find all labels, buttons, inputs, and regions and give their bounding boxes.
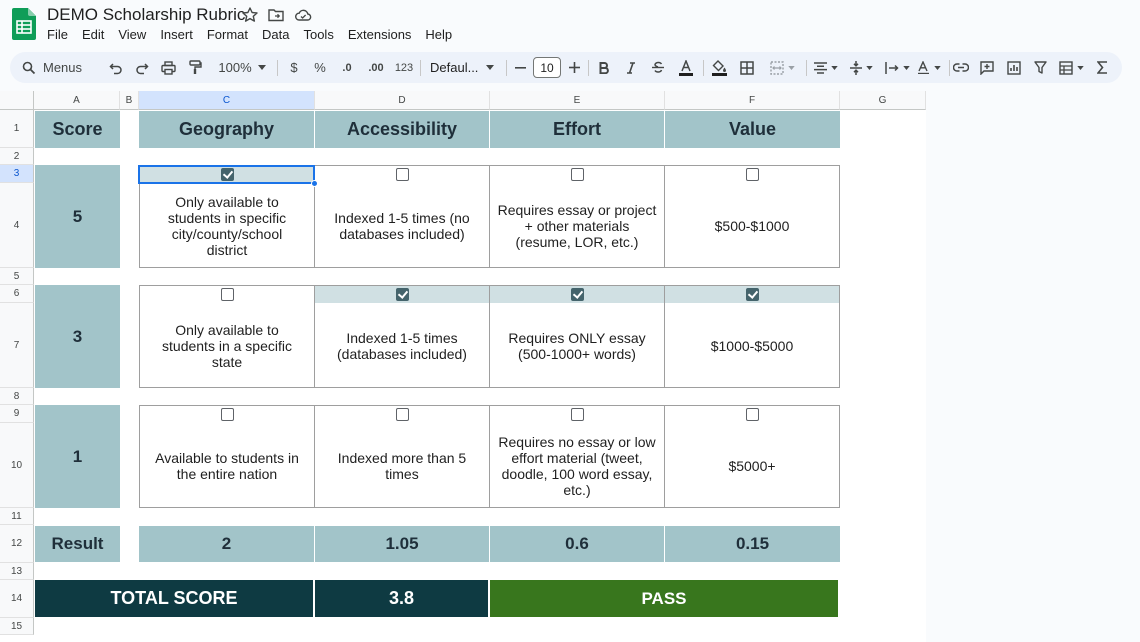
insert-chart-button[interactable]	[1005, 52, 1023, 83]
criteria-text: $1000-$5000	[710, 337, 794, 354]
criteria-text: Indexed 1-5 times (databases included)	[337, 329, 467, 362]
star-icon[interactable]	[241, 6, 259, 24]
chevron-down-icon	[1077, 66, 1084, 70]
result-label[interactable]: Result	[35, 526, 120, 562]
row-header-6[interactable]: 6	[0, 285, 34, 303]
row-header-10[interactable]: 10	[0, 423, 34, 508]
bold-icon	[599, 62, 609, 74]
percent-format-button[interactable]: %	[314, 60, 326, 75]
checkbox[interactable]	[221, 408, 234, 421]
borders-button[interactable]	[737, 52, 757, 83]
functions-button[interactable]	[1093, 52, 1111, 83]
bold-button[interactable]	[595, 52, 613, 83]
toolbar-divider	[949, 60, 950, 76]
verdict-cell[interactable]: PASS	[490, 580, 838, 617]
sheets-logo-icon[interactable]	[12, 8, 36, 40]
text-rotation-button[interactable]	[914, 52, 944, 83]
criteria-text: Indexed 1-5 times (no databases included)	[334, 209, 470, 242]
chevron-down-icon	[866, 66, 873, 70]
insert-link-button[interactable]	[952, 52, 970, 83]
criteria-text: Requires ONLY essay (500-1000+ words)	[508, 329, 646, 362]
borders-icon	[740, 61, 754, 75]
toolbar-divider	[703, 60, 704, 76]
text-color-icon	[679, 60, 693, 76]
header-accessibility[interactable]: Accessibility	[315, 111, 489, 148]
header-score[interactable]: Score	[35, 111, 120, 148]
row-header-5[interactable]: 5	[0, 268, 34, 285]
criteria-text: Requires no essay or low effort material (tweet, doodle, 100 word essay, etc.)	[498, 433, 656, 498]
vertical-align-button[interactable]	[846, 52, 876, 83]
column-header-c[interactable]: C	[139, 91, 315, 110]
menu-view[interactable]: View	[118, 27, 147, 42]
checkbox-cell[interactable]	[665, 286, 839, 303]
criteria-text: Only available to students in specific city/county/school district	[167, 193, 287, 258]
redo-icon	[135, 61, 149, 75]
criteria-text: Available to students in the entire nation	[155, 449, 299, 482]
title-bar	[0, 0, 1140, 48]
move-to-folder-icon[interactable]	[267, 6, 285, 24]
row-header-12[interactable]: 12	[0, 525, 34, 563]
redo-button[interactable]	[132, 52, 152, 83]
checkbox[interactable]	[746, 168, 759, 181]
toolbar-divider	[506, 60, 507, 76]
row-header-15[interactable]: 15	[0, 618, 34, 635]
checkbox[interactable]	[571, 168, 584, 181]
font-family-value: Defaul...	[430, 60, 479, 75]
menu-bar	[40, 26, 459, 43]
select-all-corner[interactable]	[0, 91, 34, 110]
header-value[interactable]: Value	[665, 111, 840, 148]
toolbar	[10, 52, 1122, 83]
chevron-down-icon	[903, 66, 910, 70]
checkbox-cell[interactable]	[140, 286, 314, 303]
row-header-9[interactable]: 9	[0, 405, 34, 423]
checkbox-cell[interactable]	[490, 286, 664, 303]
column-header-g[interactable]: G	[840, 91, 926, 110]
checkbox-cell[interactable]	[140, 166, 314, 183]
paint-format-button[interactable]	[185, 52, 205, 83]
result-accessibility[interactable]: 1.05	[315, 526, 489, 562]
sigma-icon	[1097, 61, 1108, 74]
menu-insert[interactable]: Insert	[160, 27, 193, 42]
decrease-decimal-button[interactable]: .0	[342, 61, 352, 74]
header-geography[interactable]: Geography	[139, 111, 314, 148]
number-format-button[interactable]: 123	[394, 61, 414, 74]
checkbox-cell[interactable]	[665, 406, 839, 423]
menu-file[interactable]: File	[47, 27, 68, 42]
checkbox[interactable]	[571, 408, 584, 421]
total-score-label[interactable]: TOTAL SCORE	[35, 580, 313, 617]
minus-icon	[515, 67, 526, 69]
chart-icon	[1007, 61, 1021, 75]
zoom-value: 100%	[218, 60, 252, 75]
toolbar-divider	[277, 60, 278, 76]
row-header-11[interactable]: 11	[0, 508, 34, 525]
column-header-e[interactable]: E	[490, 91, 665, 110]
decrease-font-size-button[interactable]	[513, 52, 527, 83]
criteria-text: Only available to students in a specific state	[162, 321, 292, 370]
undo-icon	[109, 61, 123, 75]
text-wrapping-button[interactable]	[882, 52, 912, 83]
menu-search-label: Menus	[43, 60, 83, 75]
italic-icon	[626, 62, 636, 74]
criteria-text: $500-$1000	[714, 217, 790, 234]
vertical-align-icon	[850, 61, 862, 75]
result-geography[interactable]: 2	[139, 526, 314, 562]
zoom-select[interactable]	[213, 52, 271, 83]
font-family-select[interactable]	[430, 52, 496, 83]
checkbox-checked[interactable]	[396, 288, 409, 301]
menu-format[interactable]: Format	[206, 27, 248, 42]
table-view-button[interactable]	[1056, 52, 1086, 83]
checkbox-checked[interactable]	[746, 288, 759, 301]
row-header-13[interactable]: 13	[0, 563, 34, 580]
print-icon	[161, 61, 176, 75]
row-header-1[interactable]: 1	[0, 110, 34, 148]
cloud-saved-icon[interactable]	[294, 6, 312, 24]
side-panel-area	[926, 91, 1140, 642]
fill-handle[interactable]	[311, 180, 318, 187]
print-button[interactable]	[158, 52, 178, 83]
strikethrough-button[interactable]	[648, 52, 668, 83]
paint-format-icon	[188, 60, 202, 75]
align-center-icon	[814, 62, 827, 74]
column-header-d[interactable]: D	[315, 91, 490, 110]
chevron-down-icon	[258, 65, 266, 70]
checkbox-checked[interactable]	[221, 168, 234, 181]
criteria-text: Requires essay or project + other materials (resume, LOR, etc.)	[497, 201, 657, 250]
create-filter-button[interactable]	[1031, 52, 1049, 83]
checkbox-cell[interactable]	[490, 166, 664, 183]
checkbox[interactable]	[396, 168, 409, 181]
search-icon	[22, 61, 36, 75]
increase-decimal-button[interactable]: .00	[368, 61, 384, 74]
chevron-down-icon	[934, 66, 941, 70]
chevron-down-icon	[486, 65, 494, 70]
link-icon	[953, 63, 969, 72]
font-size-input[interactable]: 10	[533, 57, 561, 78]
checkbox-cell[interactable]	[490, 406, 664, 423]
toolbar-divider	[420, 60, 421, 76]
total-score-value[interactable]: 3.8	[315, 580, 488, 617]
chevron-down-icon	[831, 66, 838, 70]
menu-search[interactable]	[22, 52, 100, 83]
table-icon	[1059, 61, 1073, 75]
undo-button[interactable]	[106, 52, 126, 83]
checkbox-cell[interactable]	[315, 166, 489, 183]
menu-edit[interactable]: Edit	[81, 27, 105, 42]
row-header-7[interactable]: 7	[0, 303, 34, 388]
checkbox[interactable]	[221, 288, 234, 301]
filter-icon	[1034, 61, 1047, 74]
fill-color-button[interactable]	[710, 52, 728, 83]
toolbar-divider	[806, 60, 807, 76]
text-color-button[interactable]	[676, 52, 696, 83]
fill-color-icon	[712, 60, 727, 76]
checkbox[interactable]	[746, 408, 759, 421]
plus-icon	[569, 62, 580, 73]
checkbox-checked[interactable]	[571, 288, 584, 301]
checkbox-cell[interactable]	[315, 286, 489, 303]
column-header-a[interactable]: A	[34, 91, 120, 110]
document-title[interactable]: DEMO Scholarship Rubric	[47, 5, 246, 24]
comment-add-icon	[980, 61, 994, 75]
checkbox-cell[interactable]	[665, 166, 839, 183]
italic-button[interactable]	[622, 52, 640, 83]
chevron-down-icon	[788, 66, 795, 70]
text-rotation-icon	[917, 61, 930, 74]
score-cell-3[interactable]: 3	[35, 285, 120, 388]
merge-cells-icon	[770, 61, 784, 75]
toolbar-divider	[588, 60, 589, 76]
menu-tools[interactable]: Tools	[303, 27, 334, 42]
merge-cells-button[interactable]	[765, 52, 799, 83]
criteria-text: $5000+	[728, 457, 776, 474]
currency-format-button[interactable]: $	[290, 60, 298, 75]
checkbox-cell[interactable]	[315, 406, 489, 423]
menu-extensions[interactable]: Extensions	[347, 27, 412, 42]
row-header-8[interactable]: 8	[0, 388, 34, 405]
horizontal-align-button[interactable]	[811, 52, 841, 83]
insert-comment-button[interactable]	[978, 52, 996, 83]
increase-font-size-button[interactable]	[567, 52, 581, 83]
column-header-b[interactable]: B	[120, 91, 139, 110]
header-effort[interactable]: Effort	[490, 111, 664, 148]
criteria-text: Indexed more than 5 times	[337, 449, 467, 482]
result-effort[interactable]: 0.6	[490, 526, 664, 562]
text-wrap-icon	[885, 62, 899, 74]
strikethrough-icon	[651, 61, 665, 74]
menu-help[interactable]: Help	[425, 27, 453, 42]
score-cell-1[interactable]: 1	[35, 405, 120, 508]
menu-data[interactable]: Data	[262, 27, 290, 42]
row-header-2[interactable]: 2	[0, 148, 34, 165]
checkbox[interactable]	[396, 408, 409, 421]
row-header-14[interactable]: 14	[0, 580, 34, 618]
score-cell-5[interactable]: 5	[35, 165, 120, 268]
checkbox-cell[interactable]	[140, 406, 314, 423]
column-header-f[interactable]: F	[665, 91, 840, 110]
row-header-3[interactable]: 3	[0, 165, 34, 183]
row-header-4[interactable]: 4	[0, 183, 34, 268]
result-value[interactable]: 0.15	[665, 526, 840, 562]
